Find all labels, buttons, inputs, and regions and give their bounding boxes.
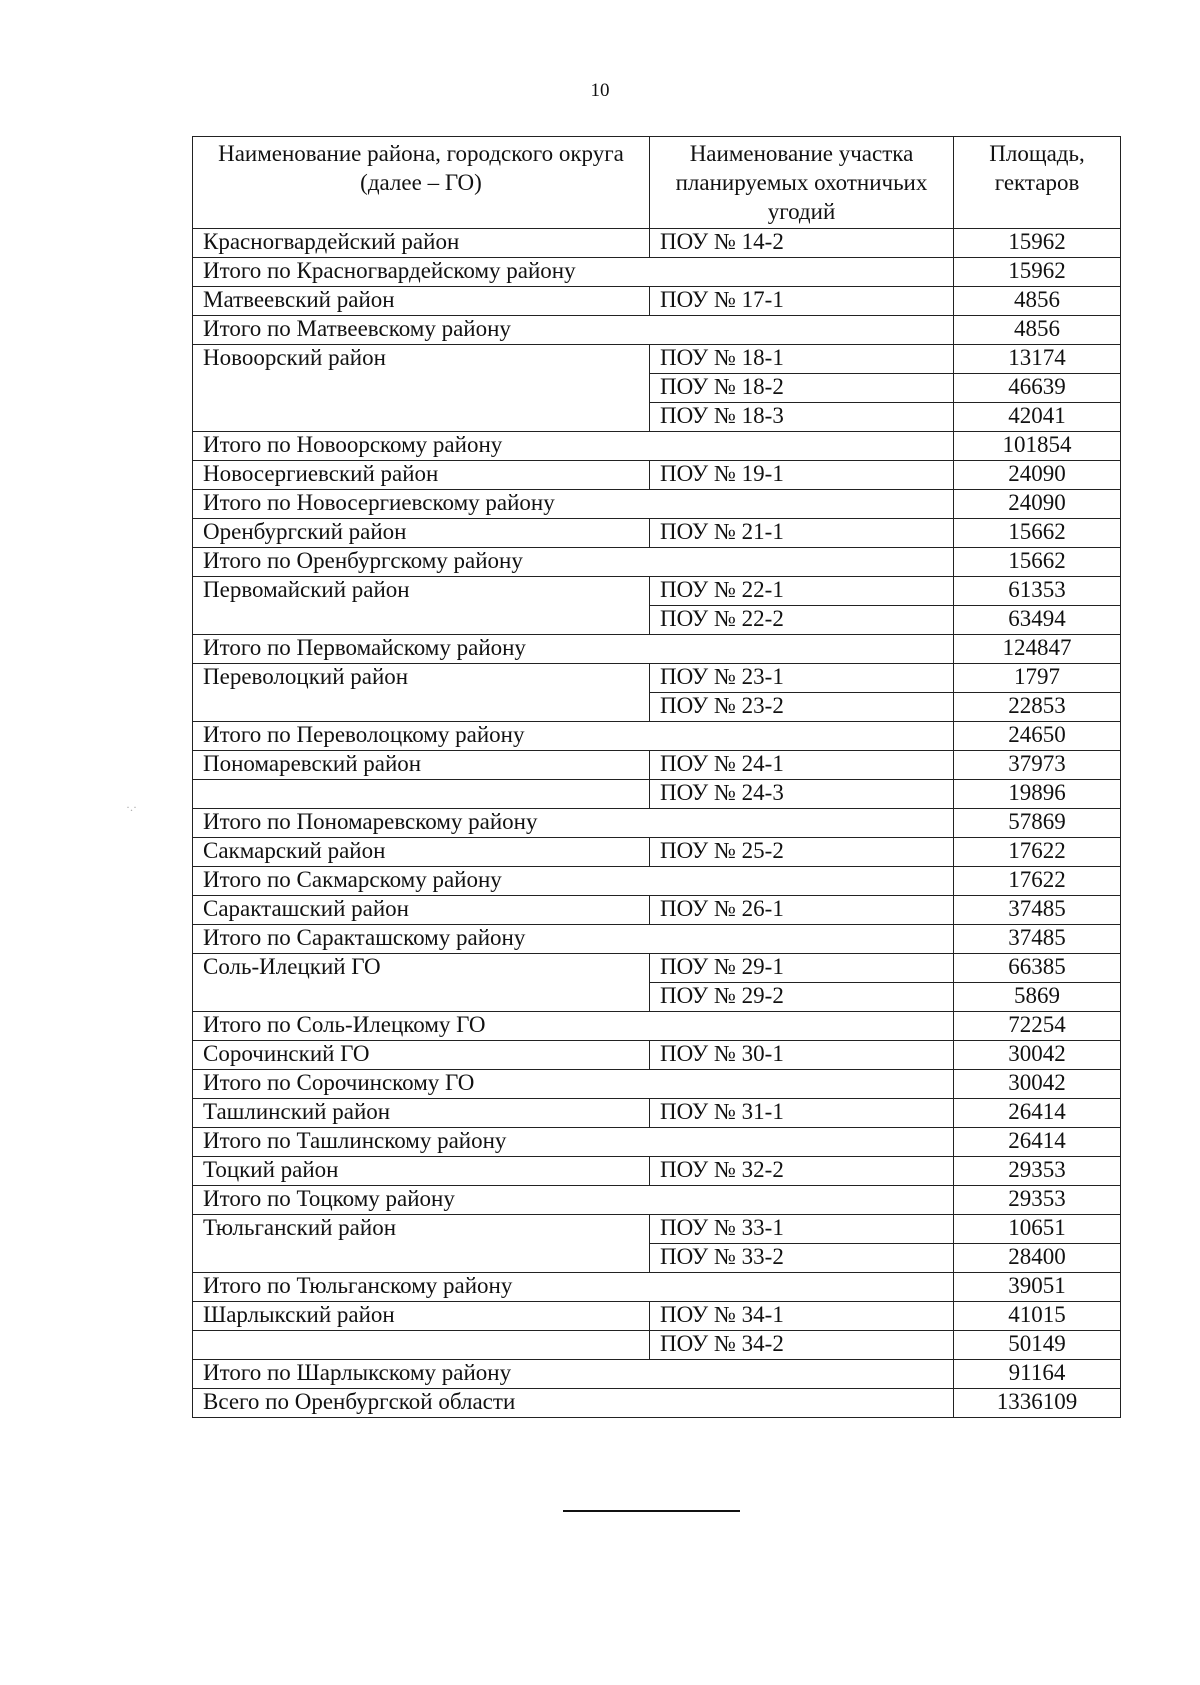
- area-cell: 4856: [954, 316, 1121, 345]
- area-cell: 24090: [954, 490, 1121, 519]
- plot-cell: ПОУ № 24-1: [650, 751, 954, 780]
- total-label: Итого по Тюльганскому району: [193, 1273, 954, 1302]
- plot-cell: ПОУ № 34-2: [650, 1331, 954, 1360]
- total-label: Итого по Первомайскому району: [193, 635, 954, 664]
- total-label: Итого по Новосергиевскому району: [193, 490, 954, 519]
- plot-cell: ПОУ № 21-1: [650, 519, 954, 548]
- total-row: [193, 1128, 1121, 1157]
- area-cell: 72254: [954, 1012, 1121, 1041]
- district-cell: Сакмарский район: [193, 838, 650, 867]
- area-cell: 37973: [954, 751, 1121, 780]
- total-label: Итого по Сакмарскому району: [193, 867, 954, 896]
- area-cell: 17622: [954, 838, 1121, 867]
- area-cell: 91164: [954, 1360, 1121, 1389]
- plot-cell: ПОУ № 25-2: [650, 838, 954, 867]
- table-row: [193, 1331, 1121, 1360]
- area-cell: 1336109: [954, 1389, 1121, 1418]
- total-row: [193, 809, 1121, 838]
- table-row: [193, 577, 1121, 606]
- plot-cell: ПОУ № 18-1: [650, 345, 954, 374]
- district-cell: Переволоцкий район: [193, 664, 650, 722]
- total-label: Итого по Переволоцкому району: [193, 722, 954, 751]
- plot-cell: ПОУ № 29-1: [650, 954, 954, 983]
- area-cell: 37485: [954, 925, 1121, 954]
- table-row: [193, 1157, 1121, 1186]
- area-cell: 28400: [954, 1244, 1121, 1273]
- area-cell: 50149: [954, 1331, 1121, 1360]
- area-cell: 29353: [954, 1186, 1121, 1215]
- district-cell: Шарлыкский район: [193, 1302, 650, 1331]
- plot-cell: ПОУ № 33-1: [650, 1215, 954, 1244]
- plot-cell: ПОУ № 18-3: [650, 403, 954, 432]
- table-body: [193, 229, 1121, 1418]
- total-label: Всего по Оренбургской области: [193, 1389, 954, 1418]
- district-cell: Соль-Илецкий ГО: [193, 954, 650, 1012]
- total-row: [193, 316, 1121, 345]
- total-label: Итого по Пономаревскому району: [193, 809, 954, 838]
- area-cell: 5869: [954, 983, 1121, 1012]
- area-cell: 10651: [954, 1215, 1121, 1244]
- area-cell: 63494: [954, 606, 1121, 635]
- district-cell: Ташлинский район: [193, 1099, 650, 1128]
- plot-cell: ПОУ № 26-1: [650, 896, 954, 925]
- area-cell: 46639: [954, 374, 1121, 403]
- table-row: [193, 780, 1121, 809]
- area-cell: 15962: [954, 258, 1121, 287]
- total-row: [193, 867, 1121, 896]
- area-cell: 101854: [954, 432, 1121, 461]
- total-label: Итого по Красногвардейскому району: [193, 258, 954, 287]
- margin-mark: ·.·: [126, 800, 137, 814]
- total-row: [193, 490, 1121, 519]
- district-cell: Сорочинский ГО: [193, 1041, 650, 1070]
- district-cell: Пономаревский район: [193, 751, 650, 780]
- plot-cell: ПОУ № 23-1: [650, 664, 954, 693]
- table-row: [193, 954, 1121, 983]
- district-cell: Матвеевский район: [193, 287, 650, 316]
- table-row: [193, 664, 1121, 693]
- plot-cell: ПОУ № 29-2: [650, 983, 954, 1012]
- plot-cell: ПОУ № 22-2: [650, 606, 954, 635]
- district-cell: Новосергиевский район: [193, 461, 650, 490]
- area-cell: 66385: [954, 954, 1121, 983]
- plot-cell: ПОУ № 23-2: [650, 693, 954, 722]
- area-cell: 4856: [954, 287, 1121, 316]
- total-label: Итого по Саракташскому району: [193, 925, 954, 954]
- area-cell: 61353: [954, 577, 1121, 606]
- total-label: Итого по Тоцкому району: [193, 1186, 954, 1215]
- table-row: [193, 287, 1121, 316]
- area-cell: 39051: [954, 1273, 1121, 1302]
- total-row: [193, 925, 1121, 954]
- area-cell: 30042: [954, 1041, 1121, 1070]
- plot-cell: ПОУ № 18-2: [650, 374, 954, 403]
- total-row: [193, 1389, 1121, 1418]
- header-plot: Наименование участка планируемых охотничьих угодий: [650, 137, 954, 229]
- area-cell: 37485: [954, 896, 1121, 925]
- area-cell: 41015: [954, 1302, 1121, 1331]
- table-row: [193, 519, 1121, 548]
- area-cell: 1797: [954, 664, 1121, 693]
- area-cell: 24650: [954, 722, 1121, 751]
- district-cell: Саракташский район: [193, 896, 650, 925]
- plot-cell: ПОУ № 24-3: [650, 780, 954, 809]
- area-cell: 57869: [954, 809, 1121, 838]
- plot-cell: ПОУ № 34-1: [650, 1302, 954, 1331]
- header-district: Наименование района, городского округа (далее – ГО): [193, 137, 650, 229]
- table-row: [193, 229, 1121, 258]
- total-row: [193, 635, 1121, 664]
- table-header: [193, 137, 1121, 229]
- total-row: [193, 1360, 1121, 1389]
- table-row: [193, 345, 1121, 374]
- total-row: [193, 1273, 1121, 1302]
- plot-cell: ПОУ № 22-1: [650, 577, 954, 606]
- area-cell: 124847: [954, 635, 1121, 664]
- area-cell: 26414: [954, 1128, 1121, 1157]
- area-cell: 22853: [954, 693, 1121, 722]
- hunting-grounds-table: [192, 136, 1121, 1418]
- table-row: [193, 896, 1121, 925]
- page-number: 10: [590, 80, 610, 101]
- district-cell: Тюльганский район: [193, 1215, 650, 1273]
- plot-cell: ПОУ № 14-2: [650, 229, 954, 258]
- plot-cell: ПОУ № 31-1: [650, 1099, 954, 1128]
- area-cell: 13174: [954, 345, 1121, 374]
- total-label: Итого по Ташлинскому району: [193, 1128, 954, 1157]
- table-row: [193, 1215, 1121, 1244]
- area-cell: 30042: [954, 1070, 1121, 1099]
- area-cell: 26414: [954, 1099, 1121, 1128]
- district-cell: Красногвардейский район: [193, 229, 650, 258]
- district-cell: Тоцкий район: [193, 1157, 650, 1186]
- total-label: Итого по Сорочинскому ГО: [193, 1070, 954, 1099]
- district-cell: [193, 1331, 650, 1360]
- table-row: [193, 838, 1121, 867]
- end-divider: [563, 1510, 740, 1512]
- table-row: [193, 1041, 1121, 1070]
- total-row: [193, 432, 1121, 461]
- plot-cell: ПОУ № 19-1: [650, 461, 954, 490]
- table-row: [193, 1302, 1121, 1331]
- area-cell: 19896: [954, 780, 1121, 809]
- table-row: [193, 461, 1121, 490]
- total-row: [193, 1070, 1121, 1099]
- header-area: Площадь, гектаров: [954, 137, 1121, 229]
- total-row: [193, 1186, 1121, 1215]
- total-row: [193, 548, 1121, 577]
- total-label: Итого по Матвеевскому району: [193, 316, 954, 345]
- plot-cell: ПОУ № 33-2: [650, 1244, 954, 1273]
- total-row: [193, 1012, 1121, 1041]
- total-label: Итого по Шарлыкскому району: [193, 1360, 954, 1389]
- area-cell: 15962: [954, 229, 1121, 258]
- district-cell: [193, 780, 650, 809]
- total-row: [193, 258, 1121, 287]
- area-cell: 42041: [954, 403, 1121, 432]
- total-label: Итого по Оренбургскому району: [193, 548, 954, 577]
- table-row: [193, 1099, 1121, 1128]
- plot-cell: ПОУ № 17-1: [650, 287, 954, 316]
- total-row: [193, 722, 1121, 751]
- area-cell: 24090: [954, 461, 1121, 490]
- district-cell: Первомайский район: [193, 577, 650, 635]
- table-row: [193, 751, 1121, 780]
- area-cell: 15662: [954, 548, 1121, 577]
- total-label: Итого по Соль-Илецкому ГО: [193, 1012, 954, 1041]
- district-cell: Новоорский район: [193, 345, 650, 432]
- total-label: Итого по Новоорскому району: [193, 432, 954, 461]
- district-cell: Оренбургский район: [193, 519, 650, 548]
- area-cell: 17622: [954, 867, 1121, 896]
- plot-cell: ПОУ № 32-2: [650, 1157, 954, 1186]
- area-cell: 29353: [954, 1157, 1121, 1186]
- area-cell: 15662: [954, 519, 1121, 548]
- plot-cell: ПОУ № 30-1: [650, 1041, 954, 1070]
